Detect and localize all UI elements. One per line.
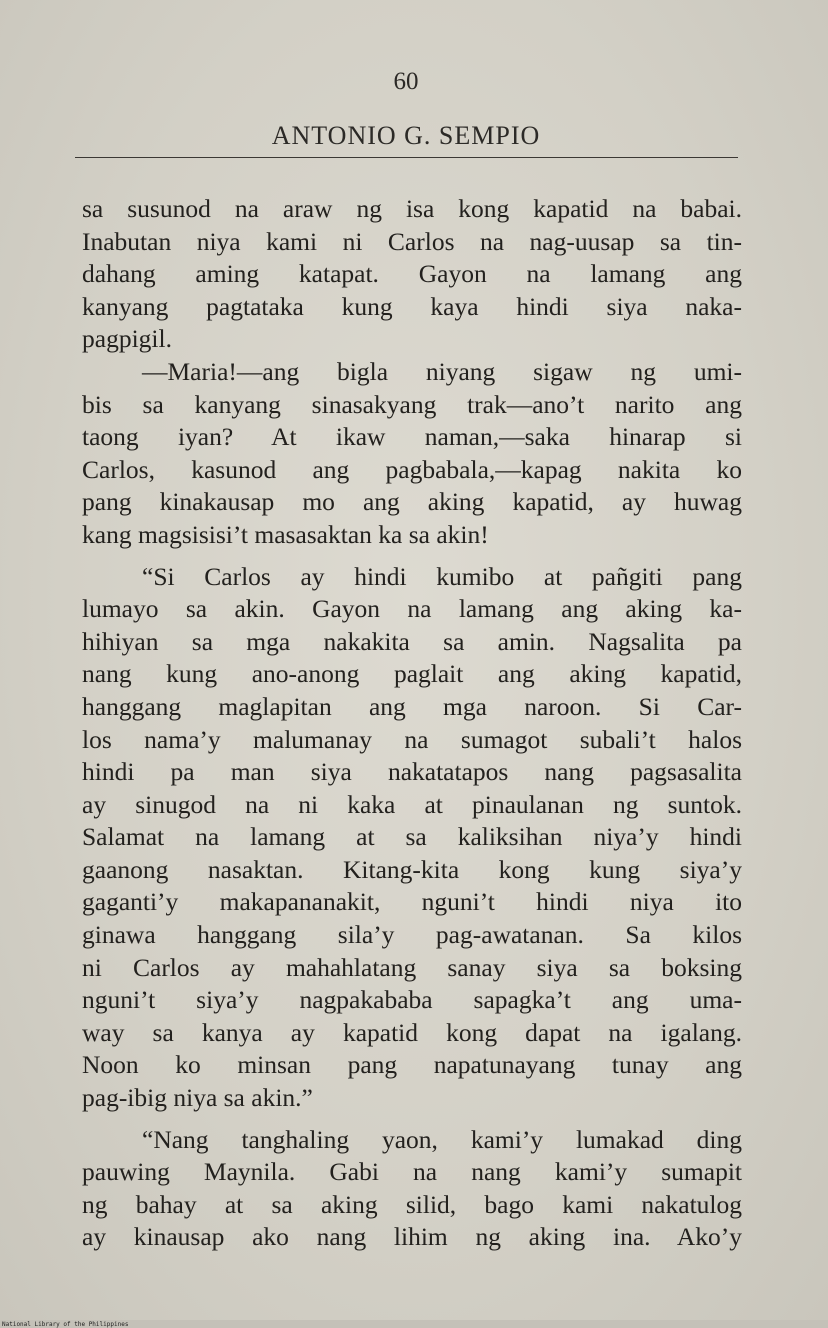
text-line: kanyang pagtataka kung kaya hindi siya naka- — [82, 291, 742, 321]
text-line: gaganti’y makapananakit, nguni’t hindi niya ito — [82, 887, 742, 917]
text-line: —Maria!—ang bigla niyang sigaw ng umi- — [142, 356, 742, 386]
text-line: los nama’y malumanay na sumagot subali’t halos — [82, 724, 742, 754]
text-line: pang kinakausap mo ang aking kapatid, ay huwag — [82, 487, 742, 517]
text-line: Noon ko minsan pang napatunayang tunay ang — [82, 1050, 742, 1080]
text-line: bis sa kanyang sinasakyang trak—ano’t narito ang — [82, 389, 742, 419]
text-line: “Nang tanghaling yaon, kami’y lumakad ding — [142, 1124, 742, 1154]
text-line: dahang aming katapat. Gayon na lamang ang — [82, 259, 742, 289]
text-line: Carlos, kasunod ang pagbabala,—kapag nakita ko — [82, 454, 742, 484]
text-line: ng bahay at sa aking silid, bago kami nakatulog — [82, 1189, 742, 1219]
text-line: hanggang maglapitan ang mga naroon. Si Car- — [82, 691, 742, 721]
text-line: pagpigil. — [82, 324, 172, 354]
text-line: ginawa hanggang sila’y pag-awatanan. Sa kilos — [82, 920, 742, 950]
text-line: way sa kanya ay kapatid kong dapat na igalang. — [82, 1017, 742, 1047]
text-line: hindi pa man siya nakatatapos nang pagsasalita — [82, 757, 742, 787]
text-line: ni Carlos ay mahahlatang sanay siya sa boksing — [82, 952, 742, 982]
text-line: nang kung ano-anong paglait ang aking kapatid, — [82, 659, 742, 689]
text-line: hihiyan sa mga nakakita sa amin. Nagsalita pa — [82, 626, 742, 656]
text-line: nguni’t siya’y nagpakababa sapagka’t ang uma- — [82, 985, 742, 1015]
text-line: kang magsisisi’t masasaktan ka sa akin! — [82, 519, 489, 549]
text-line: gaanong nasaktan. Kitang-kita kong kung siya’y — [82, 854, 742, 884]
page-number: 60 — [393, 68, 419, 95]
text-line: “Si Carlos ay hindi kumibo at pañgiti pang — [142, 561, 742, 591]
footer-credit: National Library of the Philippines — [2, 1321, 129, 1328]
text-line: sa susunod na araw ng isa kong kapatid na babai. — [82, 194, 742, 223]
header-rule — [75, 157, 738, 158]
text-line: ay kinausap ako nang lihim ng aking ina. Ako’y — [82, 1222, 742, 1252]
text-line: Salamat na lamang at sa kaliksihan niya’y hindi — [82, 822, 742, 852]
running-head: ANTONIO G. SEMPIO — [271, 121, 541, 150]
body-text — [82, 193, 742, 1254]
text-line: ay sinugod na ni kaka at pinaulanan ng suntok. — [82, 789, 742, 819]
text-line: Inabutan niya kami ni Carlos na nag-uusap sa tin- — [82, 226, 742, 256]
text-line: lumayo sa akin. Gayon na lamang ang aking ka- — [82, 594, 742, 624]
text-line: pag-ibig niya sa akin.” — [82, 1083, 313, 1113]
text-line: taong iyan? At ikaw naman,—saka hinarap si — [82, 422, 742, 452]
text-line: pauwing Maynila. Gabi na nang kami’y sumapit — [82, 1157, 742, 1187]
